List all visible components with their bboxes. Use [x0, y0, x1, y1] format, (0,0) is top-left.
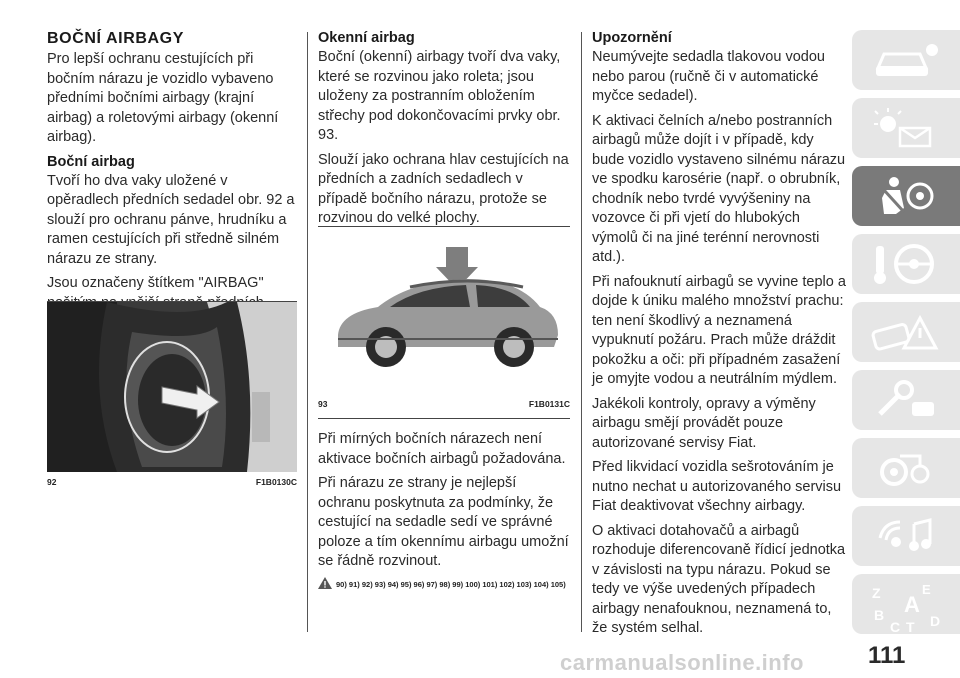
index-letter: Z: [872, 585, 881, 601]
index-letter: D: [930, 613, 941, 629]
lights-dashboard-icon: [870, 106, 940, 150]
figure-bottom-rule: [318, 418, 570, 419]
seat-airbag-illustration: [47, 302, 297, 472]
section-heading: BOČNÍ AIRBAGY: [47, 30, 184, 47]
car-side-illustration: [318, 227, 570, 389]
paragraph: Tvoří ho dva vaky uložené v opěradlech předních sedadel obr. 92 a slouží pro ochranu pánve, hrudníku a ramen cestujících při středně silném nárazu ze strany.: [47, 172, 295, 267]
paragraph: Při nárazu ze strany je nejlepší ochranu poskytnuta za podmínky, že cestující na sedadle sedí ve správné poloze a tím okennímu airbagu umožní se řádně rozvinout.: [318, 475, 569, 569]
index-letter: C: [890, 619, 901, 632]
figure-number: 93: [318, 399, 328, 409]
watermark: carmanualsonline.info: [560, 650, 804, 675]
seat-airbag-drawing: [47, 302, 297, 472]
figure-code: F1B0131C: [528, 399, 570, 409]
subheading-notice: Upozornění: [592, 30, 672, 46]
paragraph: Neumývejte sedadla tlakovou vodou nebo parou (ručně či v automatické myčce sedadel).: [592, 49, 825, 104]
car-info-icon: [870, 38, 940, 82]
maintenance-wrench-icon: [870, 378, 940, 422]
column-divider: [581, 32, 582, 632]
tab-airbag-seatbelt[interactable]: [852, 166, 960, 226]
tab-lights-dashboard[interactable]: [852, 98, 960, 158]
tab-maintenance[interactable]: [852, 370, 960, 430]
paragraph: Boční (okenní) airbagy tvoří dva vaky, které se rozvinou jako roleta; jsou uloženy za postranním obložením střechy pod dokončovacími prvky obr. 93.: [318, 49, 561, 143]
column-divider: [307, 32, 308, 632]
index-letter: T: [906, 619, 915, 632]
technical-data-icon: [870, 446, 940, 490]
paragraph: Před likvidací vozidla sešrotováním je nutno nechat u autorizovaného servisu Fiat deaktivovat všechny airbagy.: [592, 459, 842, 514]
warning-triangle-icon: [318, 577, 332, 593]
tab-key-steering[interactable]: [852, 234, 960, 294]
airbag-seatbelt-icon: [870, 174, 940, 218]
intro-paragraph: Pro lepší ochranu cestujících při bočním nárazu je vozidlo vybaveno předními bočními airbagy (krajní airbag) a roletovými airbagy (okenní airbag).: [47, 51, 279, 145]
paragraph: Jsou označeny štítkem "AIRBAG": [47, 275, 264, 291]
index-letter: B: [874, 607, 885, 623]
tab-car-info[interactable]: [852, 30, 960, 90]
paragraph: Při mírných bočních nárazech není aktivace bočních airbagů požadována.: [318, 431, 566, 467]
index-abc-icon: [870, 582, 950, 632]
page-number: 111: [868, 642, 906, 669]
column-middle-lower: [318, 430, 570, 593]
paragraph: Při nafouknutí airbagů se vyvine teplo a dojde k úniku malého množství prachu: ten není škodlivý a neznamená vypuknutí požáru. Prach může dráždit pokožku a oči: při případném zasažení je omyjte vodou a neutrálním mýdlem.: [592, 273, 846, 387]
index-letter: A: [904, 592, 920, 617]
tab-technical-data[interactable]: [852, 438, 960, 498]
index-letter: E: [922, 582, 931, 597]
key-steering-wheel-icon: [870, 242, 940, 286]
figure-92: [47, 302, 297, 492]
subheading-window-airbag: Okenní airbag: [318, 30, 415, 46]
column-middle: [318, 30, 570, 234]
warning-references: [318, 577, 570, 593]
multimedia-icon: [870, 514, 940, 558]
tab-index[interactable]: [852, 574, 960, 634]
figure-code: F1B0130C: [255, 477, 297, 487]
car-side-drawing: [318, 227, 570, 389]
figure-93: [318, 227, 570, 415]
paragraph: O aktivaci dotahovačů a airbagů rozhoduje diferencovaně řídicí jednotka v závislosti na typu nárazu. Pokud se tedy ve výše uvedených případech airbagy nenafouknou, neznamená to, že systém selhal.: [592, 522, 846, 636]
tab-multimedia[interactable]: [852, 506, 960, 566]
figure-number: 92: [47, 477, 57, 487]
column-right: [592, 30, 846, 644]
warning-breakdown-icon: [870, 310, 940, 354]
subheading-side-airbag: Boční airbag: [47, 153, 135, 170]
paragraph: Jakékoli kontroly, opravy a výměny airbagu smějí provádět pouze autorizované servisy Fiat.: [592, 395, 816, 451]
column-left: [47, 30, 297, 338]
paragraph: Slouží jako ochrana hlav cestujících na předních a zadních sedadlech v případě bočního nárazu, protože se rozvinou do velké plochy.: [318, 151, 569, 226]
paragraph: K aktivaci čelních a/nebo postranních airbagů může dojít i v případě, kdy bude vozidlo vystaveno silnému nárazu ve spodku karosérie (např. o obrubník, chodník nebo tvrdé vyvýšeniny na vozovce či při vjetí do hlubokých výmolů či na jiné terénní nerovnosti atd.).: [592, 112, 846, 265]
tab-warning-breakdown[interactable]: [852, 302, 960, 362]
warning-reference-list: 90) 91) 92) 93) 94) 95) 96) 97) 98) 99) 100) 101) 102) 103) 104) 105): [336, 579, 566, 589]
